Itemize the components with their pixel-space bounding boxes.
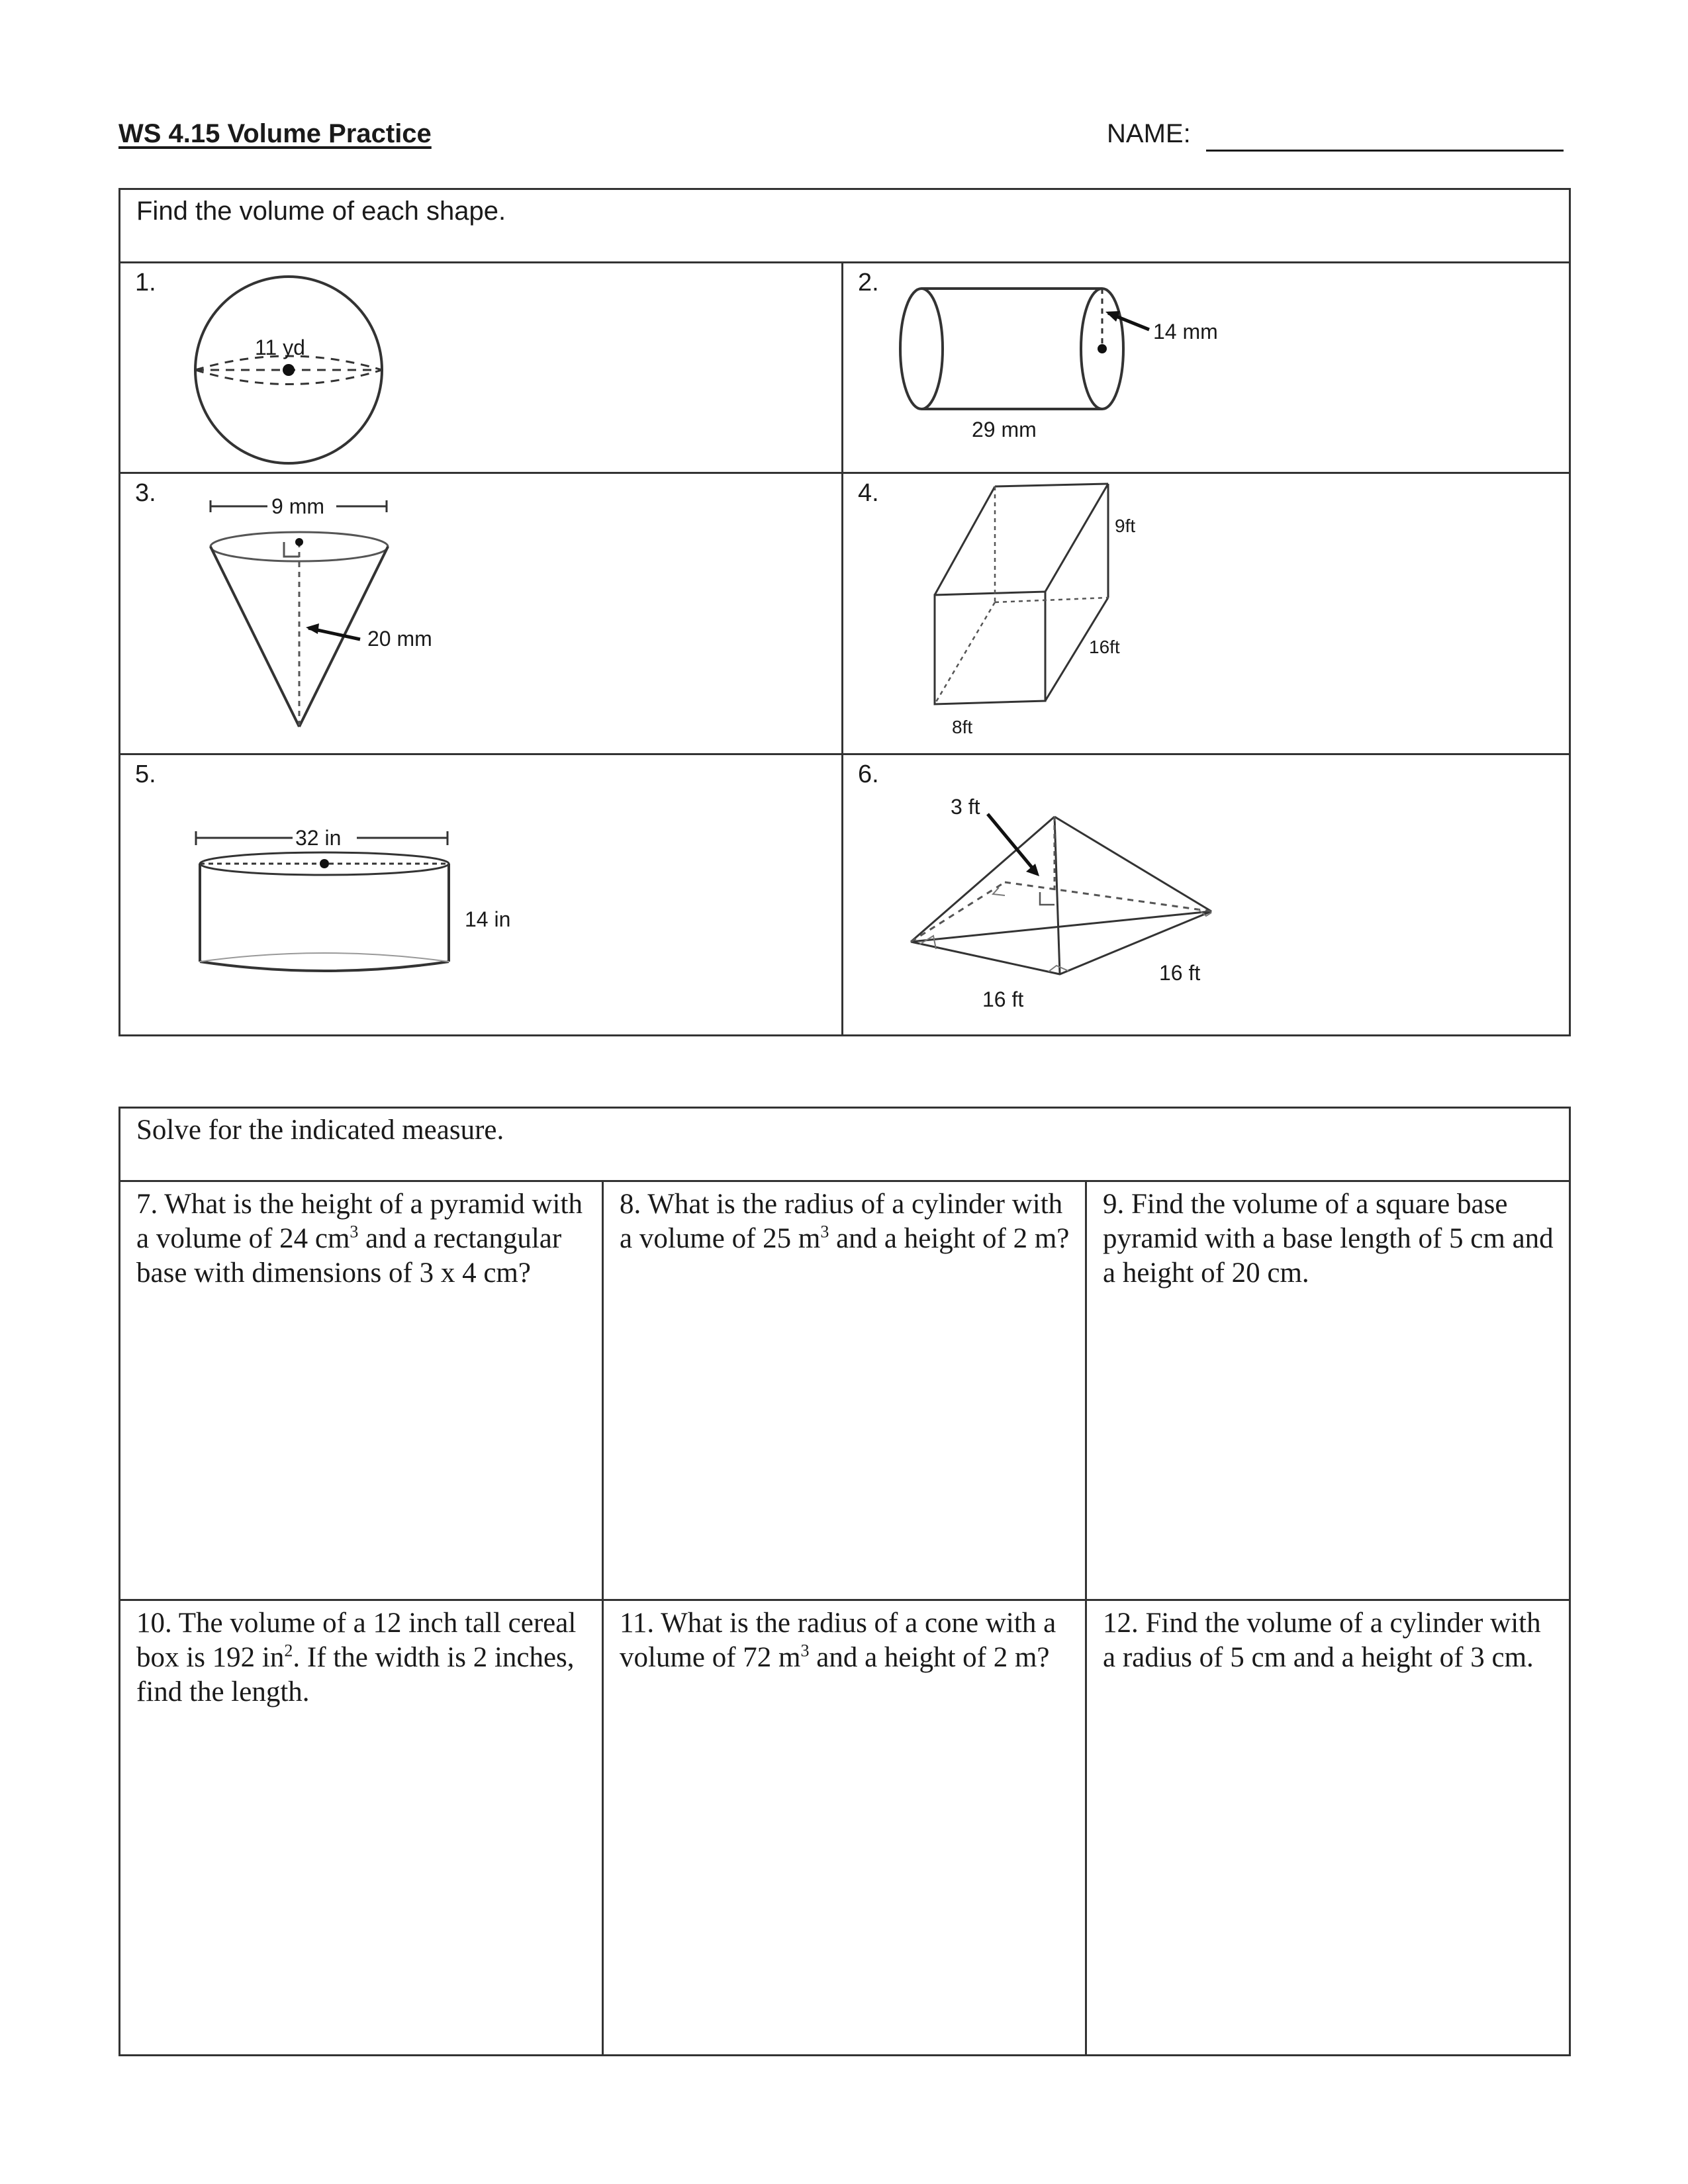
cylinder-length-label: 29 mm bbox=[972, 418, 1037, 441]
sphere-diameter-label: 11 yd bbox=[255, 336, 305, 359]
worksheet-title: WS 4.15 Volume Practice bbox=[118, 119, 432, 148]
square-pyramid-figure bbox=[843, 755, 1571, 1036]
cone-diameter-label: 9 mm bbox=[271, 494, 324, 518]
shapes-table bbox=[118, 188, 1571, 1036]
problem-1-cell[interactable] bbox=[120, 263, 843, 473]
question-9-cell[interactable] bbox=[1086, 1181, 1570, 1600]
problem-5-cell[interactable] bbox=[120, 754, 843, 1036]
word-problems-instruction: Solve for the indicated measure. bbox=[136, 1115, 504, 1146]
rectangular-prism-figure bbox=[843, 474, 1571, 755]
problem-number: 2. bbox=[858, 269, 879, 296]
problem-2-cell[interactable] bbox=[843, 263, 1570, 473]
question-7: 7. What is the height of a pyramid with a volume of 24 $cm^3$ and a rectangular base with dimensions of 3 x 4 cm? bbox=[136, 1189, 583, 1289]
short-cylinder-diameter-label: 32 in bbox=[295, 826, 342, 850]
problem-number: 1. bbox=[135, 269, 156, 296]
prism-height-label: 9ft bbox=[1115, 516, 1136, 536]
name-label: NAME: bbox=[1107, 119, 1191, 148]
question-11: 11. What is the radius of a cone with a volume of 72 $m^3$ and a height of 2 m? bbox=[620, 1608, 1056, 1673]
problem-number: 4. bbox=[858, 479, 879, 507]
prism-width-label: 8ft bbox=[952, 717, 973, 737]
question-8: 8. What is the radius of a cylinder with a volume of 25 $m^3$ and a height of 2 m? bbox=[620, 1189, 1070, 1254]
pyramid-base-width-label: 16 ft bbox=[1159, 961, 1201, 985]
question-9: 9. Find the volume of a square base pyramid with a base length of 5 cm and a height of 20 cm. bbox=[1103, 1189, 1554, 1289]
pyramid-base-length-label: 16 ft bbox=[982, 987, 1024, 1011]
short-cylinder-height-label: 14 in bbox=[465, 907, 511, 931]
problem-number: 6. bbox=[858, 760, 879, 788]
short-cylinder-figure bbox=[120, 755, 843, 1036]
shapes-instruction: Find the volume of each shape. bbox=[136, 197, 506, 226]
name-blank-line[interactable] bbox=[1206, 150, 1564, 152]
question-8-cell[interactable] bbox=[603, 1181, 1086, 1600]
word-problems-instruction-cell bbox=[120, 1108, 1570, 1181]
shapes-instruction-cell bbox=[120, 189, 1570, 263]
pyramid-height-label: 3 ft bbox=[951, 795, 980, 819]
problem-3-cell[interactable] bbox=[120, 473, 843, 754]
problem-6-cell[interactable] bbox=[843, 754, 1570, 1036]
cone-figure bbox=[120, 474, 843, 755]
question-10-cell[interactable] bbox=[120, 1600, 603, 2056]
problem-number: 3. bbox=[135, 479, 156, 507]
question-11-cell[interactable] bbox=[603, 1600, 1086, 2056]
question-12-cell[interactable] bbox=[1086, 1600, 1570, 2056]
cone-height-label: 20 mm bbox=[367, 627, 432, 651]
problem-number: 5. bbox=[135, 760, 156, 788]
problem-4-cell[interactable] bbox=[843, 473, 1570, 754]
question-10: 10. The volume of a 12 inch tall cereal box is 192 $in^2$. If the width is 2 inches, find the length. bbox=[136, 1608, 577, 1707]
prism-length-label: 16ft bbox=[1089, 637, 1120, 657]
cylinder-figure bbox=[843, 263, 1571, 474]
word-problems-table bbox=[118, 1107, 1571, 2056]
cylinder-radius-label: 14 mm bbox=[1153, 320, 1218, 343]
question-12: 12. Find the volume of a cylinder with a radius of 5 cm and a height of 3 cm. bbox=[1103, 1608, 1541, 1673]
question-7-cell[interactable] bbox=[120, 1181, 603, 1600]
sphere-figure bbox=[120, 263, 843, 474]
